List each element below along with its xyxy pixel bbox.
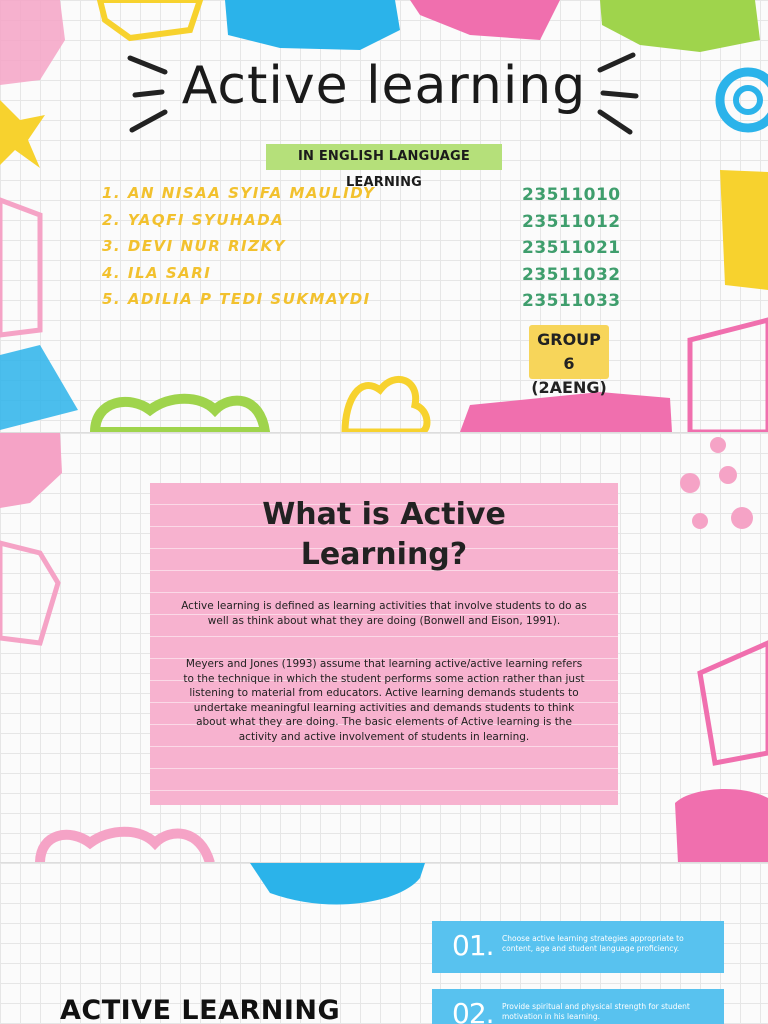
step-number: 01. bbox=[452, 929, 494, 962]
step-card bbox=[432, 989, 724, 1024]
step-text: Provide spiritual and physical strength for student motivation in his learning. bbox=[502, 1002, 690, 1021]
strategies-slide bbox=[0, 862, 768, 1024]
member-name: 3. DEVI NUR RIZKY bbox=[102, 237, 286, 255]
member-id: 23511033 bbox=[522, 291, 621, 311]
step-number: 02. bbox=[452, 997, 494, 1024]
group-badge bbox=[529, 325, 609, 397]
member-row bbox=[102, 264, 622, 291]
meyers-jones-paragraph: Meyers and Jones (1993) assume that learning active/active learning refers to the technique in which the student performs some action rather than just listening to material from educators. Active learning demands students to undertake meaningful learning activities and demands students to think about what they are doing. The basic elements of Active learning is the activity and active involvement of students in learning. bbox=[183, 658, 585, 743]
member-name: 2. YAQFI SYUHADA bbox=[102, 210, 285, 229]
step-text: Choose active learning strategies appropriate to content, age and student language proficiency. bbox=[502, 934, 684, 953]
section-heading: ACTIVE LEARNING bbox=[60, 995, 341, 1024]
member-id: 23511021 bbox=[522, 238, 621, 258]
definition-paragraph: Active learning is defined as learning activities that involve students to do as well as think about what they are doing (Bonwell and Eison, 1991). bbox=[181, 600, 587, 627]
group-class: (2AENG) bbox=[531, 378, 607, 397]
member-id: 23511012 bbox=[522, 211, 621, 232]
card-title-line1: What is Active bbox=[262, 497, 506, 532]
member-name: 5. ADILIA P TEDI SUKMAYDI bbox=[102, 290, 371, 308]
slide-title: Active learning bbox=[181, 56, 587, 116]
member-id: 23511032 bbox=[522, 264, 621, 285]
member-row bbox=[102, 237, 622, 264]
member-row bbox=[102, 184, 622, 211]
definition-card bbox=[150, 483, 618, 805]
member-id: 23511010 bbox=[522, 185, 621, 205]
group-label: GROUP 6 bbox=[537, 330, 601, 373]
step-card bbox=[432, 921, 724, 973]
member-list bbox=[102, 184, 622, 317]
definition-slide bbox=[0, 432, 768, 862]
title-slide bbox=[0, 0, 768, 432]
member-name: 4. ILA SARI bbox=[102, 263, 212, 282]
member-row bbox=[102, 211, 622, 238]
subtitle-tag: IN ENGLISH LANGUAGE LEARNING bbox=[266, 144, 502, 170]
member-row bbox=[102, 290, 622, 317]
card-title bbox=[150, 495, 618, 575]
card-title-line2: Learning? bbox=[300, 537, 468, 572]
member-name: 1. AN NISAA SYIFA MAULIDY bbox=[102, 184, 376, 202]
